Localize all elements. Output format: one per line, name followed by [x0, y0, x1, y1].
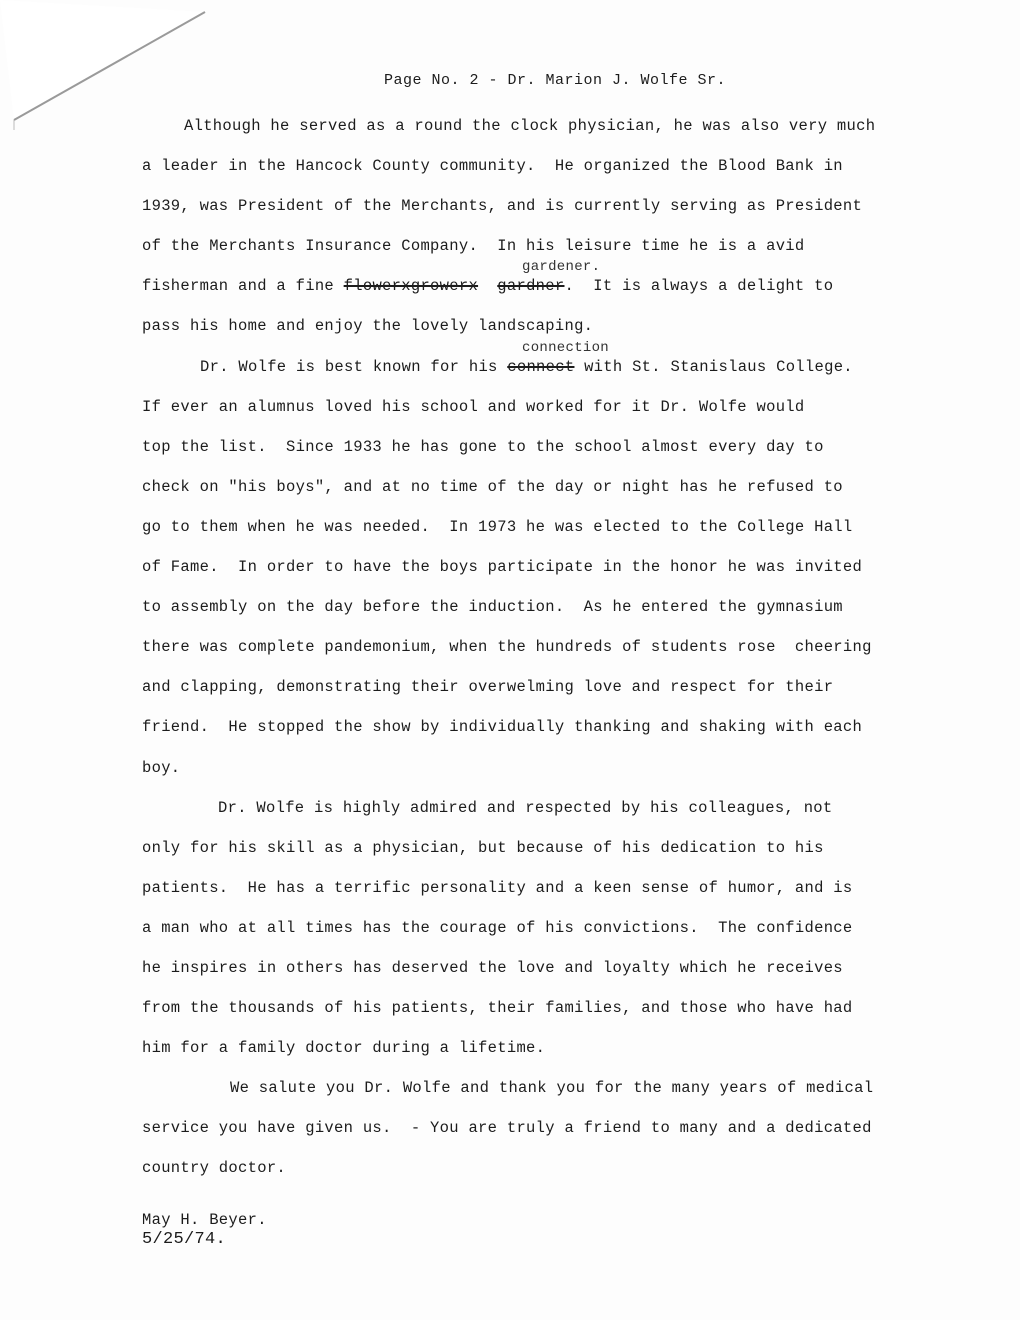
text-line: country doctor. — [142, 1159, 287, 1178]
interlinear-correction: gardener. — [522, 259, 601, 276]
text-line: Dr. Wolfe is highly admired and respected by his colleagues, not — [218, 798, 833, 817]
text-segment: . It is always a delight to — [564, 277, 834, 296]
text-line: only for his skill as a physician, but because of his dedication to his — [142, 838, 824, 857]
text-line: him for a family doctor during a lifetime. — [142, 1039, 546, 1058]
struck-text: flowerxgrowerx — [343, 277, 479, 296]
signature-date: 5/25/74. — [142, 1230, 227, 1249]
text-line: service you have given us. - You are truly a friend to many and a dedicated — [142, 1119, 872, 1138]
text-line: top the list. Since 1933 he has gone to the school almost every day to — [142, 437, 824, 456]
text-line: If ever an alumnus loved his school and worked for it Dr. Wolfe would — [142, 397, 805, 416]
text-line: pass his home and enjoy the lovely landscaping. — [142, 317, 594, 336]
text-line: a leader in the Hancock County community. He organized the Blood Bank in — [142, 157, 843, 176]
text-line: go to them when he was needed. In 1973 he was elected to the College Hall — [142, 517, 853, 536]
struck-text: gardner — [497, 277, 565, 296]
page-header: Page No. 2 - Dr. Marion J. Wolfe Sr. — [384, 72, 727, 89]
text-line: friend. He stopped the show by individually thanking and shaking with each — [142, 718, 863, 737]
signature-block — [142, 1210, 267, 1250]
text-line: to assembly on the day before the induction. As he entered the gymnasium — [142, 598, 843, 617]
text-line: check on "his boys", and at no time of the day or night has he refused to — [142, 477, 843, 496]
text-line: 1939, was President of the Merchants, and is currently serving as President — [142, 197, 863, 216]
author-name: May H. Beyer. — [142, 1211, 267, 1229]
text-line-with-correction — [142, 259, 922, 306]
text-line: he inspires in others has deserved the love and loyalty which he receives — [142, 958, 843, 977]
text-line-with-correction — [142, 339, 922, 387]
text-line: Although he served as a round the clock physician, he was also very much — [184, 117, 876, 135]
text-line: a man who at all times has the courage of his convictions. The confidence — [142, 918, 853, 937]
text-segment: Dr. Wolfe is best known for his — [200, 357, 508, 376]
text-line: of the Merchants Insurance Company. In his leisure time he is a avid — [142, 237, 805, 256]
text-line: boy. — [142, 758, 181, 777]
text-segment: fisherman and a fine — [142, 277, 344, 296]
text-line: We salute you Dr. Wolfe and thank you for the many years of medical — [230, 1079, 874, 1098]
interlinear-correction: connection — [522, 339, 610, 356]
text-line: of Fame. In order to have the boys participate in the honor he was invited — [142, 558, 863, 577]
struck-text: connect — [507, 357, 575, 376]
letter-body — [142, 106, 922, 1189]
text-line: patients. He has a terrific personality and a keen sense of humor, and is — [142, 878, 853, 897]
text-line: from the thousands of his patients, their families, and those who have had — [142, 999, 853, 1018]
text-line: and clapping, demonstrating their overwelming love and respect for their — [142, 678, 834, 697]
text-segment: with St. Stanislaus College. — [574, 357, 853, 376]
text-line: there was complete pandemonium, when the hundreds of students rose cheering — [142, 638, 872, 657]
